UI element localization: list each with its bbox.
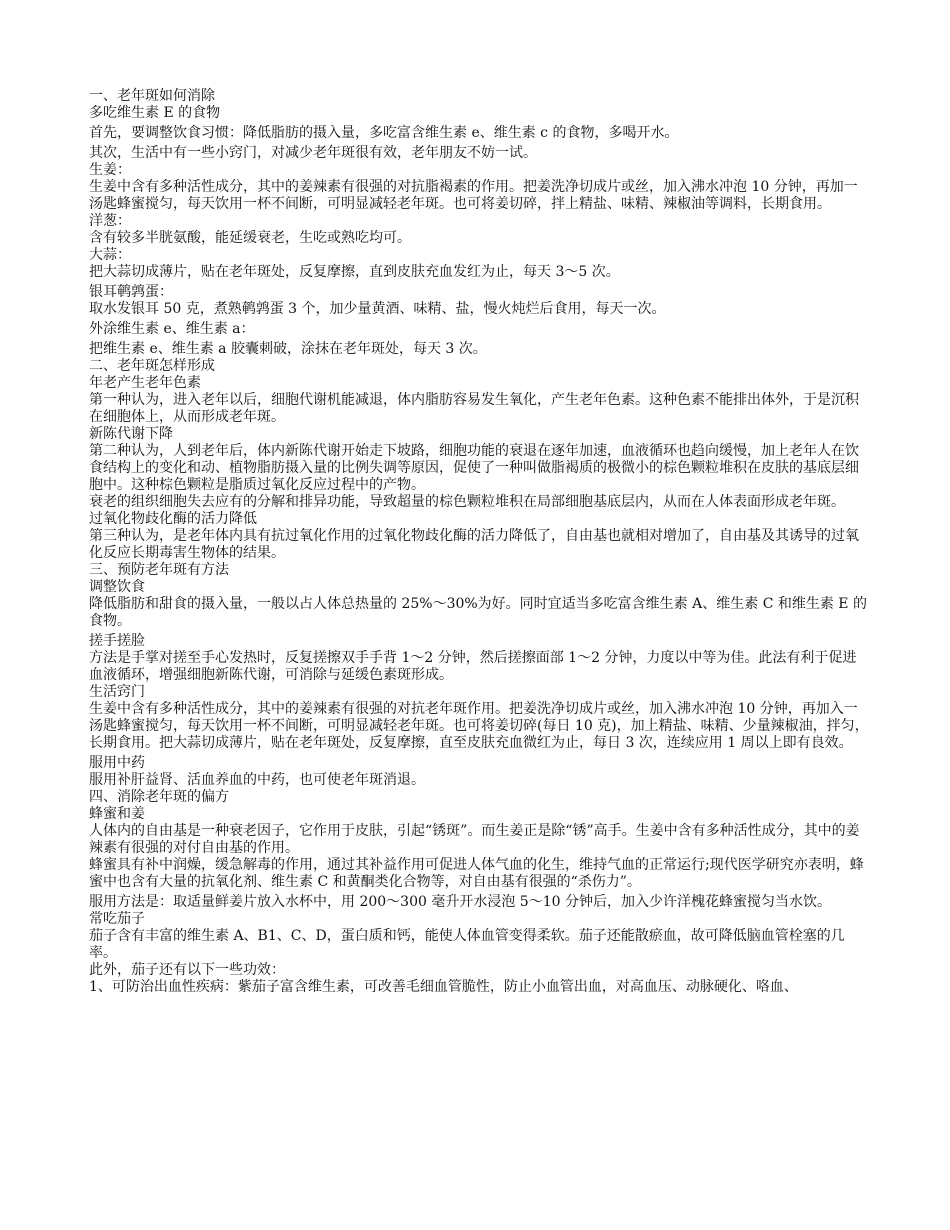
paragraph: 第三种认为，是老年体内具有抗过氧化作用的过氧化物歧化酶的活力降低了，自由基也就相对增加了，自由基及其诱导的过氧化反应长期毒害生物体的结果。 bbox=[89, 528, 859, 561]
paragraph: 把维生素 e、维生素 a 胶囊刺破，涂抹在老年斑处，每天 3 次。 bbox=[89, 341, 487, 357]
section-heading: 三、预防老年斑有方法 bbox=[89, 562, 229, 578]
paragraph: 其次，生活中有一些小窍门，对减少老年斑很有效，老年朋友不妨一试。 bbox=[89, 145, 537, 161]
subheading: 多吃维生素 E 的食物 bbox=[89, 105, 221, 121]
subheading: 搓手搓脸 bbox=[89, 633, 145, 649]
paragraph: 首先，要调整饮食习惯：降低脂肪的摄入量，多吃富含维生素 e、维生素 c 的食物，多喝开水。 bbox=[89, 125, 679, 141]
paragraph: 1、可防治出血性疾病：紫茄子富含维生素，可改善毛细血管脆性，防止小血管出血，对高血压、动脉硬化、咯血、 bbox=[89, 979, 798, 995]
subheading: 大蒜： bbox=[89, 247, 131, 263]
paragraph: 生姜中含有多种活性成分，其中的姜辣素有很强的对抗脂褐素的作用。把姜洗净切成片或丝，加入沸水冲泡 10 分钟，再加一汤匙蜂蜜搅匀，每天饮用一杯不间断，可明显减轻老年斑。也可将姜切碎，拌上精盐、味精、辣椒油等调料，长期食用。 bbox=[89, 179, 858, 212]
subheading: 生姜： bbox=[89, 162, 131, 178]
paragraph: 第一种认为，进入老年以后，细胞代谢机能减退，体内脂肪容易发生氧化，产生老年色素。这种色素不能排出体外，于是沉积在细胞体上，从而形成老年斑。 bbox=[89, 392, 859, 425]
section-heading: 一、老年斑如何消除 bbox=[89, 88, 215, 104]
paragraph: 第二种认为，人到老年后，体内新陈代谢开始走下坡路，细胞功能的衰退在逐年加速，血液循环也趋向缓慢，加上老年人在饮食结构上的变化和动、植物脂肪摄入量的比例失调等原因，促使了一种叫做脂褐质的极微小的棕色颗粒堆积在皮肤的基底层细胞中。这种棕色颗粒是脂质过氧化反应过程中的产物。 bbox=[89, 443, 859, 493]
paragraph: 此外，茄子还有以下一些功效： bbox=[89, 962, 285, 978]
paragraph: 含有较多半胱氨酸，能延缓衰老，生吃或熟吃均可。 bbox=[89, 230, 411, 246]
paragraph: 人体内的自由基是一种衰老因子，它作用于皮肤，引起“锈斑”。而生姜正是除“锈”高手。生姜中含有多种活性成分，其中的姜辣素有很强的对付自由基的作用。 bbox=[89, 823, 860, 856]
subheading: 常吃茄子 bbox=[89, 911, 145, 927]
document-page bbox=[89, 88, 869, 996]
subheading: 调整饮食 bbox=[89, 579, 145, 595]
subheading: 生活窍门 bbox=[89, 684, 145, 700]
subheading: 过氧化物歧化酶的活力降低 bbox=[89, 511, 257, 527]
paragraph: 取水发银耳 50 克，煮熟鹌鹑蛋 3 个，加少量黄酒、味精、盐，慢火炖烂后食用，每天一次。 bbox=[89, 301, 666, 317]
subheading: 银耳鹌鹑蛋： bbox=[89, 284, 173, 300]
paragraph: 茄子含有丰富的维生素 A、B1、C、D，蛋白质和钙，能使人体血管变得柔软。茄子还能散瘀血，故可降低脑血管栓塞的几率。 bbox=[89, 928, 845, 961]
paragraph: 蜂蜜具有补中润燥，缓急解毒的作用，通过其补益作用可促进人体气血的化生，维持气血的正常运行;现代医学研究亦表明，蜂蜜中也含有大量的抗氧化剂、维生素 C 和黄酮类化合物等，对自由基有很强的“杀伤力”。 bbox=[89, 857, 864, 890]
paragraph: 方法是手掌对搓至手心发热时，反复搓擦双手手背 1～2 分钟，然后搓擦面部 1～2 分钟，力度以中等为佳。此法有利于促进血液循环，增强细胞新陈代谢，可消除与延缓色素斑形成。 bbox=[89, 650, 857, 683]
paragraph: 把大蒜切成薄片，贴在老年斑处，反复摩擦，直到皮肤充血发红为止，每天 3～5 次。 bbox=[89, 264, 620, 280]
subheading: 洋葱： bbox=[89, 213, 131, 229]
paragraph: 服用补肝益肾、活血养血的中药，也可使老年斑消退。 bbox=[89, 772, 425, 788]
subheading: 蜂蜜和姜 bbox=[89, 806, 145, 822]
paragraph: 服用方法是：取适量鲜姜片放入水杯中，用 200～300 毫升开水浸泡 5～10 分钟后，加入少许洋槐花蜂蜜搅匀当水饮。 bbox=[89, 894, 831, 910]
subheading: 服用中药 bbox=[89, 755, 145, 771]
section-heading: 二、老年斑怎样形成 bbox=[89, 358, 215, 374]
paragraph: 生姜中含有多种活性成分，其中的姜辣素有很强的对抗老年斑作用。把姜洗净切成片或丝，加入沸水冲泡 10 分钟，再加入一汤匙蜂蜜搅匀，每天饮用一杯不间断，可明显减轻老年斑。也可将姜切碎(每日 10 克)，加上精盐、味精、少量辣椒油，拌匀，长期食用。把大蒜切成薄片，贴在老年斑处，反复摩擦，直至皮肤充血微红为止，每日 3 次，连续应用 1 周以上即有良效。 bbox=[89, 701, 869, 751]
paragraph: 降低脂肪和甜食的摄入量，一般以占人体总热量的 25%～30%为好。同时宜适当多吃富含维生素 A、维生素 C 和维生素 E 的食物。 bbox=[89, 596, 867, 629]
subheading: 外涂维生素 e、维生素 a： bbox=[89, 321, 255, 337]
paragraph: 衰老的组织细胞失去应有的分解和排异功能，导致超量的棕色颗粒堆积在局部细胞基底层内，从而在人体表面形成老年斑。 bbox=[89, 494, 845, 510]
section-heading: 四、消除老年斑的偏方 bbox=[89, 789, 229, 805]
subheading: 新陈代谢下降 bbox=[89, 426, 173, 442]
subheading: 年老产生老年色素 bbox=[89, 375, 201, 391]
